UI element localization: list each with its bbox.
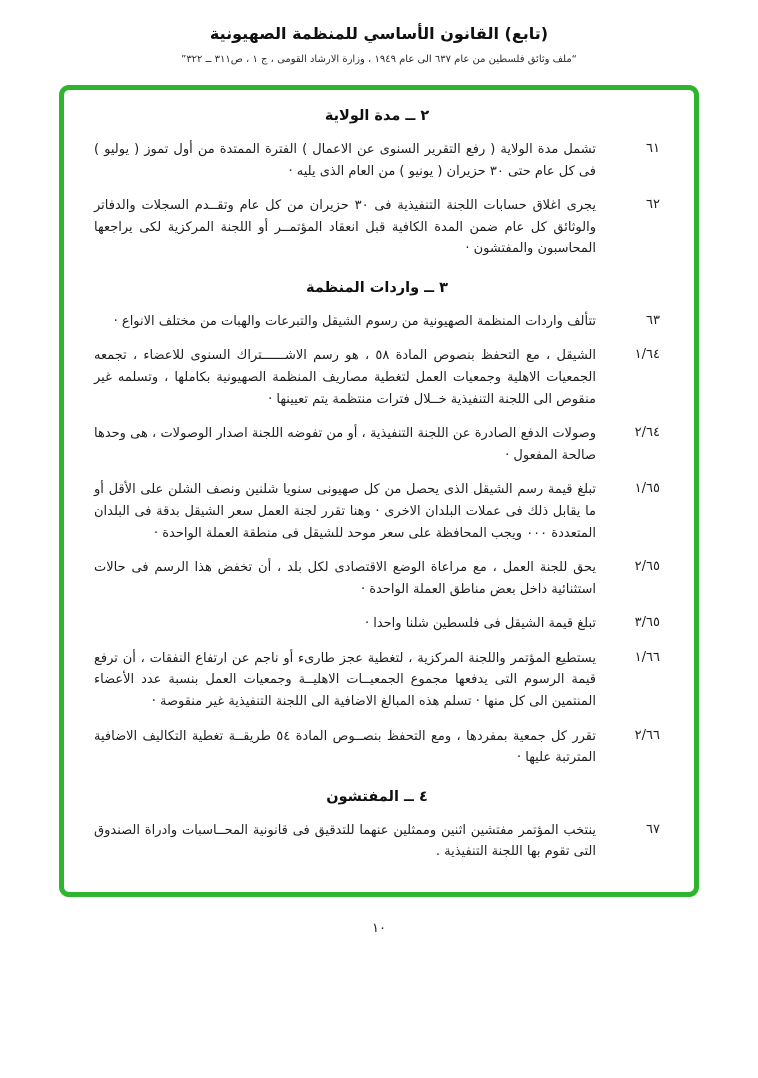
article-text: تتألف واردات المنظمة الصهيونية من رسوم الشيقل والتبرعات والهبات من مختلف الانواع · xyxy=(113,313,596,329)
article-text: الشيقل ، مع التحفظ بنصوص المادة ٥٨ ، هو رسم الاشــــــتراك السنوى للاعضاء ، تجمعه الجمعيات الاهلية وجمعيات العمل لتغطية مصاريف المنظمة الصهيونية بكاملها ، وتسلمه غير منقوص الى اللجنة التنفيذية خــلال فترات منتظمة يتم تعيينها · xyxy=(94,348,596,407)
article xyxy=(94,726,660,769)
source-citation: “ملف وثائق فلسطين من عام ٦٣٧ الى عام ١٩٤٩ ، وزارة الارشاد القومى ، ج ١ ، ص٣١١ ــ ٣٢٢” xyxy=(181,54,577,65)
article-number: ٦١ xyxy=(646,141,660,156)
article-number: ٢/٦٤ xyxy=(634,425,660,441)
article-text: يجرى اغلاق حسابات اللجنة التنفيذية فى ٣٠ حزيران من كل عام وتقــدم السجلات والدفاتر والوثائق كل عام ضمن المدة الكافية قبل انعقاد المؤتمــر أو اللجنة المركزية لكى يراجعها المحاسبون والمفتشون · xyxy=(94,198,596,257)
page-number: ١٠ xyxy=(372,920,386,936)
article-number: ٦٣ xyxy=(646,312,660,328)
article xyxy=(94,557,660,600)
article xyxy=(94,139,660,182)
article xyxy=(94,613,660,635)
article-number: ٢/٦٥ xyxy=(634,559,660,575)
article-text: تبلغ قيمة الشيقل فى فلسطين شلنا واحدا · xyxy=(364,616,596,632)
article-number: ٦٧ xyxy=(646,821,660,837)
article xyxy=(94,311,660,333)
article-number: ١/٦٥ xyxy=(634,481,660,497)
section-heading: ٤ ــ المفتشون xyxy=(326,788,428,805)
article xyxy=(94,423,660,466)
article-number: ١/٦٤ xyxy=(634,347,660,363)
article-number: ٢/٦٦ xyxy=(634,727,660,743)
article xyxy=(94,345,660,410)
article-number: ١/٦٦ xyxy=(634,649,660,665)
article xyxy=(94,479,660,544)
page-header xyxy=(0,24,758,65)
section-term-of-office xyxy=(94,108,660,260)
article-text: ينتخب المؤتمر مفتشين اثنين وممثلين عنهما للتدقيق فى قانونية المحــاسبات وادراة الصندوق التى تقوم بها اللجنة التنفيذية . xyxy=(94,822,596,860)
content-frame xyxy=(59,85,699,897)
article-text: يستطيع المؤتمر واللجنة المركزية ، لتغطية عجز طارىء أو ناجم عن ارتفاع النفقات ، أن ترفع قيمة الرسوم التى يدفعها مجموع الجمعيــات الاهليــة وجمعيات العمل بنسبة عدد الأعضاء المنتمين الى كل منها · تسلم هذه المبالغ الاضافية الى اللجنة التنفيذية غير منقوصة · xyxy=(94,650,596,709)
article-text: تقرر كل جمعية بمفردها ، ومع التحفظ بنصــوص المادة ٥٤ طريقــة تغطية التكاليف الاضافية المترتبة عليها · xyxy=(94,728,596,766)
article-text: وصولات الدفع الصادرة عن اللجنة التنفيذية ، أو من تفوضه اللجنة اصدار الوصولات ، هى وحدها صالحة المفعول · xyxy=(94,426,596,463)
article-number: ٣/٦٥ xyxy=(634,615,660,631)
section-heading: ٢ ــ مدة الولاية xyxy=(324,108,430,124)
section-inspectors xyxy=(94,789,660,863)
article-text: تبلغ قيمة رسم الشيقل الذى يحصل من كل صهيونى سنويا شلنين ونصف الشلن على الأقل أو ما يقابل ذلك فى عملات البلدان الاخرى · وهنا تقرر لجنة العمل سعر الشيقل بدقة فى البلدان المتعددة ٠٠٠ ويجب المحافظة على سعر موحد للشيقل فى منطقة العملة الواحدة · xyxy=(94,482,596,541)
article-text: يحق للجنة العمل ، مع مراعاة الوضع الاقتصادى لكل بلد ، أن تخفض هذا الرسم فى حالات استثنائية داخل بعض مناطق العملة الواحدة · xyxy=(94,560,596,597)
section-organization-revenues xyxy=(94,280,660,769)
section-heading: ٣ ــ واردات المنظمة xyxy=(306,279,448,296)
article-text: تشمل مدة الولاية ( رفع التقرير السنوى عن الاعمال ) الفترة الممتدة من أول تموز ( يوليو ) فى كل عام حتى ٣٠ حزيران ( يونيو ) من العام الذى يليه · xyxy=(94,142,596,179)
article xyxy=(94,195,660,260)
article xyxy=(94,648,660,713)
article-number: ٦٢ xyxy=(646,197,660,213)
article xyxy=(94,820,660,863)
document-title: (تابع) القانون الأساسي للمنظمة الصهيونية xyxy=(209,24,549,43)
